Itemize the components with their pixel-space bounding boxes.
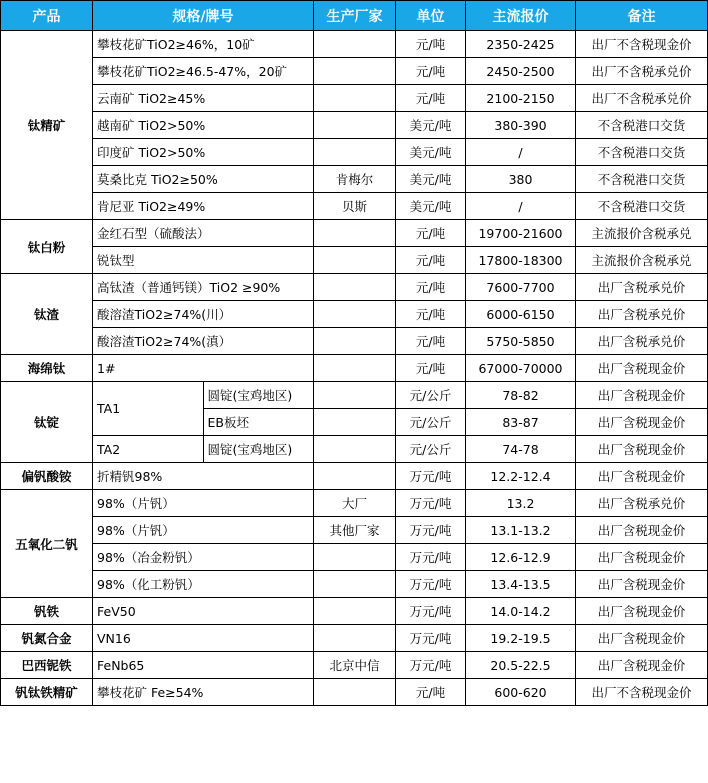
table-row: [1, 85, 708, 112]
unit-cell: 元/公斤: [396, 382, 466, 409]
manufacturer-cell: [314, 598, 396, 625]
note-cell: 出厂含税现金价: [576, 436, 708, 463]
unit-cell: 美元/吨: [396, 112, 466, 139]
price-cell: 13.2: [466, 490, 576, 517]
table-row: [1, 679, 708, 706]
unit-cell: 元/吨: [396, 85, 466, 112]
unit-cell: 万元/吨: [396, 598, 466, 625]
unit-cell: 元/吨: [396, 58, 466, 85]
price-cell: 380-390: [466, 112, 576, 139]
manufacturer-cell: 肯梅尔: [314, 166, 396, 193]
spec-cell: 锐钛型: [93, 247, 314, 274]
note-cell: 出厂含税现金价: [576, 382, 708, 409]
table-row: [1, 598, 708, 625]
price-cell: 2350-2425: [466, 31, 576, 58]
unit-cell: 美元/吨: [396, 139, 466, 166]
product-cell: 海绵钛: [1, 355, 93, 382]
note-cell: 出厂不含税承兑价: [576, 85, 708, 112]
table-body: [1, 31, 708, 706]
price-cell: 20.5-22.5: [466, 652, 576, 679]
note-cell: 出厂含税现金价: [576, 625, 708, 652]
price-cell: 7600-7700: [466, 274, 576, 301]
spec-cell: 肯尼亚 TiO2≥49%: [93, 193, 314, 220]
note-cell: 出厂含税现金价: [576, 598, 708, 625]
price-cell: 14.0-14.2: [466, 598, 576, 625]
note-cell: 出厂含税现金价: [576, 652, 708, 679]
price-cell: /: [466, 193, 576, 220]
note-cell: 不含税港口交货: [576, 193, 708, 220]
note-cell: 出厂含税现金价: [576, 544, 708, 571]
manufacturer-cell: 大厂: [314, 490, 396, 517]
table-row: [1, 301, 708, 328]
manufacturer-cell: [314, 409, 396, 436]
price-cell: 17800-18300: [466, 247, 576, 274]
spec-detail-cell: 圆锭(宝鸡地区): [203, 436, 314, 463]
price-cell: 19.2-19.5: [466, 625, 576, 652]
product-cell: 钛锭: [1, 382, 93, 463]
spec-cell: 高钛渣（普通钙镁）TiO2 ≥90%: [93, 274, 314, 301]
column-header-note: 备注: [576, 1, 708, 31]
product-cell: 钒钛铁精矿: [1, 679, 93, 706]
table-row: [1, 328, 708, 355]
table-row: [1, 139, 708, 166]
unit-cell: 元/吨: [396, 328, 466, 355]
manufacturer-cell: [314, 139, 396, 166]
spec-grade-cell: TA1: [93, 382, 204, 436]
spec-cell: 98%（化工粉钒）: [93, 571, 314, 598]
column-header-price: 主流报价: [466, 1, 576, 31]
unit-cell: 元/吨: [396, 679, 466, 706]
table-row: [1, 517, 708, 544]
table-row: [1, 31, 708, 58]
table-row: [1, 166, 708, 193]
note-cell: 出厂含税承兑价: [576, 490, 708, 517]
product-cell: 钒氮合金: [1, 625, 93, 652]
unit-cell: 万元/吨: [396, 490, 466, 517]
price-cell: 2450-2500: [466, 58, 576, 85]
column-header-manufacturer: 生产厂家: [314, 1, 396, 31]
spec-cell: FeV50: [93, 598, 314, 625]
manufacturer-cell: [314, 112, 396, 139]
unit-cell: 元/吨: [396, 274, 466, 301]
note-cell: 出厂含税承兑价: [576, 328, 708, 355]
price-cell: 380: [466, 166, 576, 193]
product-cell: 偏钒酸铵: [1, 463, 93, 490]
spec-cell: 攀枝花矿TiO2≥46%，10矿: [93, 31, 314, 58]
spec-cell: VN16: [93, 625, 314, 652]
product-cell: 巴西铌铁: [1, 652, 93, 679]
price-cell: 6000-6150: [466, 301, 576, 328]
unit-cell: 万元/吨: [396, 517, 466, 544]
spec-cell: 酸溶渣TiO2≥74%(川）: [93, 301, 314, 328]
product-cell: 钛精矿: [1, 31, 93, 220]
manufacturer-cell: [314, 274, 396, 301]
table-row: [1, 436, 708, 463]
manufacturer-cell: [314, 301, 396, 328]
table-row: [1, 382, 708, 409]
manufacturer-cell: [314, 544, 396, 571]
price-cell: 19700-21600: [466, 220, 576, 247]
unit-cell: 元/吨: [396, 355, 466, 382]
unit-cell: 万元/吨: [396, 625, 466, 652]
note-cell: 不含税港口交货: [576, 139, 708, 166]
manufacturer-cell: [314, 85, 396, 112]
manufacturer-cell: [314, 220, 396, 247]
manufacturer-cell: [314, 328, 396, 355]
spec-cell: 折精钒98%: [93, 463, 314, 490]
table-row: [1, 274, 708, 301]
note-cell: 出厂含税承兑价: [576, 301, 708, 328]
price-cell: 600-620: [466, 679, 576, 706]
manufacturer-cell: 贝斯: [314, 193, 396, 220]
note-cell: 出厂含税现金价: [576, 571, 708, 598]
spec-cell: 98%（片钒）: [93, 517, 314, 544]
table-row: [1, 247, 708, 274]
unit-cell: 元/吨: [396, 301, 466, 328]
spec-cell: 1#: [93, 355, 314, 382]
manufacturer-cell: [314, 571, 396, 598]
unit-cell: 元/公斤: [396, 409, 466, 436]
table-row: [1, 544, 708, 571]
note-cell: 出厂含税现金价: [576, 409, 708, 436]
spec-cell: 酸溶渣TiO2≥74%(滇）: [93, 328, 314, 355]
manufacturer-cell: 北京中信: [314, 652, 396, 679]
spec-cell: 印度矿 TiO2>50%: [93, 139, 314, 166]
note-cell: 出厂含税现金价: [576, 463, 708, 490]
price-cell: 12.2-12.4: [466, 463, 576, 490]
unit-cell: 万元/吨: [396, 544, 466, 571]
spec-grade-cell: TA2: [93, 436, 204, 463]
table-row: [1, 58, 708, 85]
price-cell: 13.1-13.2: [466, 517, 576, 544]
unit-cell: 万元/吨: [396, 463, 466, 490]
manufacturer-cell: [314, 31, 396, 58]
price-cell: 67000-70000: [466, 355, 576, 382]
table-row: [1, 355, 708, 382]
note-cell: 主流报价含税承兑: [576, 247, 708, 274]
unit-cell: 美元/吨: [396, 166, 466, 193]
note-cell: 出厂不含税现金价: [576, 31, 708, 58]
spec-cell: 98%（冶金粉钒）: [93, 544, 314, 571]
product-cell: 钒铁: [1, 598, 93, 625]
product-cell: 钛渣: [1, 274, 93, 355]
spec-detail-cell: EB板坯: [203, 409, 314, 436]
spec-cell: 金红石型（硫酸法）: [93, 220, 314, 247]
table-row: [1, 625, 708, 652]
price-cell: /: [466, 139, 576, 166]
unit-cell: 美元/吨: [396, 193, 466, 220]
product-cell: 钛白粉: [1, 220, 93, 274]
header-row: [1, 1, 708, 31]
spec-cell: 越南矿 TiO2>50%: [93, 112, 314, 139]
table-header: [1, 1, 708, 31]
price-cell: 74-78: [466, 436, 576, 463]
manufacturer-cell: [314, 436, 396, 463]
column-header-unit: 单位: [396, 1, 466, 31]
manufacturer-cell: 其他厂家: [314, 517, 396, 544]
manufacturer-cell: [314, 679, 396, 706]
unit-cell: 万元/吨: [396, 571, 466, 598]
note-cell: 主流报价含税承兑: [576, 220, 708, 247]
column-header-spec: 规格/牌号: [93, 1, 314, 31]
table-row: [1, 571, 708, 598]
unit-cell: 元/吨: [396, 220, 466, 247]
unit-cell: 万元/吨: [396, 652, 466, 679]
price-cell: 83-87: [466, 409, 576, 436]
spec-detail-cell: 圆锭(宝鸡地区): [203, 382, 314, 409]
product-cell: 五氧化二钒: [1, 490, 93, 598]
table-row: [1, 490, 708, 517]
note-cell: 出厂不含税现金价: [576, 679, 708, 706]
unit-cell: 元/公斤: [396, 436, 466, 463]
spec-cell: 98%（片钒）: [93, 490, 314, 517]
price-cell: 2100-2150: [466, 85, 576, 112]
table-row: [1, 463, 708, 490]
manufacturer-cell: [314, 247, 396, 274]
note-cell: 出厂含税承兑价: [576, 274, 708, 301]
manufacturer-cell: [314, 355, 396, 382]
spec-cell: 攀枝花矿TiO2≥46.5-47%，20矿: [93, 58, 314, 85]
note-cell: 不含税港口交货: [576, 166, 708, 193]
note-cell: 出厂含税现金价: [576, 355, 708, 382]
spec-cell: 云南矿 TiO2≥45%: [93, 85, 314, 112]
table-row: [1, 193, 708, 220]
unit-cell: 元/吨: [396, 31, 466, 58]
price-cell: 5750-5850: [466, 328, 576, 355]
price-cell: 12.6-12.9: [466, 544, 576, 571]
note-cell: 不含税港口交货: [576, 112, 708, 139]
table-row: [1, 112, 708, 139]
manufacturer-cell: [314, 58, 396, 85]
manufacturer-cell: [314, 463, 396, 490]
note-cell: 出厂含税现金价: [576, 517, 708, 544]
table-row: [1, 652, 708, 679]
table-row: [1, 220, 708, 247]
spec-cell: 攀枝花矿 Fe≥54%: [93, 679, 314, 706]
unit-cell: 元/吨: [396, 247, 466, 274]
spec-cell: FeNb65: [93, 652, 314, 679]
price-cell: 13.4-13.5: [466, 571, 576, 598]
spec-cell: 莫桑比克 TiO2≥50%: [93, 166, 314, 193]
note-cell: 出厂不含税承兑价: [576, 58, 708, 85]
manufacturer-cell: [314, 625, 396, 652]
price-cell: 78-82: [466, 382, 576, 409]
manufacturer-cell: [314, 382, 396, 409]
column-header-product: 产品: [1, 1, 93, 31]
